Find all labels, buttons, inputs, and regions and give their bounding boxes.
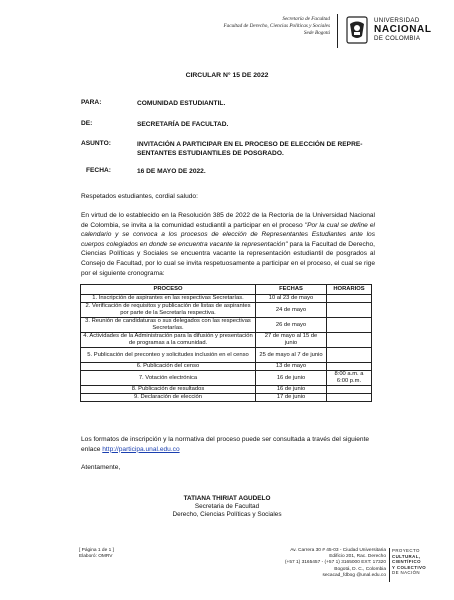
participa-link[interactable]: http://participa.unal.edu.co (102, 445, 180, 453)
table-row (81, 303, 372, 318)
slogan-line: CULTURAL, (392, 553, 421, 559)
field-value-asunto-cont: SENTANTES ESTUDIANTILES DE POSGRADO. (137, 150, 284, 157)
signature-block (0, 495, 454, 519)
column-header-fechas: FECHAS (256, 285, 327, 295)
address-line: (+57 1) 3165457 - (+57 1) 3165000 EXT: 17320 (284, 560, 386, 566)
field-label-para: PARA: (81, 99, 102, 106)
footer-address (285, 548, 386, 579)
table-cell: 9. Declaración de elección (81, 394, 256, 402)
header-line: Sede Bogotá (303, 30, 330, 36)
table-cell: 13 de mayo (256, 363, 327, 371)
slogan-line: PROYECTO (392, 548, 420, 553)
paragraph-part3: para la Facultad de Derecho, Ciencias Políticas y Sociales se encuentra vacante la representación estudiantil de posgrados al Consejo de Facultad, por lo cual se invita respetuosamente a participar en el proceso, el cual se rige por el siguiente cronograma: (81, 240, 375, 277)
header-line: Facultad de Derecho, Ciencias Políticas y Sociales (223, 23, 330, 29)
table-cell (327, 386, 372, 394)
table-cell: 5. Publicación del preconteo y solicitudes inclusión en el censo (81, 348, 256, 363)
column-header-proceso: PROCESO (81, 285, 256, 295)
field-label-de: DE: (81, 120, 93, 127)
table-cell: 4. Actividades de la Administración para la difusión y presentación de programas a la comunidad. (81, 333, 256, 348)
table-cell (327, 295, 372, 303)
table-cell: 10 al 23 de mayo (256, 295, 327, 303)
table-cell: 6. Publicación del censo (81, 363, 256, 371)
table-row (81, 348, 372, 363)
wordmark-line1: UNIVERSIDAD (374, 17, 420, 24)
header-line: Secretaría de Facultad (282, 16, 330, 22)
table-cell: 8. Publicación de resultados (81, 386, 256, 394)
field-value-asunto: INVITACIÓN A PARTICIPAR EN EL PROCESO DE ELECCIÓN DE REPRE- (137, 141, 363, 148)
field-label-asunto: ASUNTO: (81, 140, 111, 147)
column-header-horarios: HORARIOS (327, 285, 372, 295)
table-cell: 25 de mayo al 7 de junio (256, 348, 327, 363)
field-value-fecha: 16 DE MAYO DE 2022. (137, 168, 206, 175)
table-header-row (81, 285, 372, 295)
email-text: secacad_fdbog @unal.edu.co (322, 572, 386, 578)
circular-title: CIRCULAR N° 15 DE 2022 (185, 72, 269, 79)
table-cell (327, 394, 372, 402)
table-cell (327, 348, 372, 363)
wordmark-line3: DE COLOMBIA (374, 35, 421, 42)
elaboro-text: Elaboró: OMRV (79, 554, 113, 560)
paragraph-part1: En virtud de lo establecido en la Resolución 385 de 2022 de la Rectoría de la Universidad Nacional de Colombia, se invita a la comunidad estudiantil a participar en el proceso (81, 212, 375, 229)
signatory-name: TATIANA THIRIAT AGUDELO (183, 495, 271, 502)
table-row (81, 371, 372, 386)
table-cell: 27 de mayo al 15 de junio (256, 333, 327, 348)
farewell: Atentamente, (81, 464, 121, 471)
field-label-fecha: FECHA: (86, 167, 111, 174)
table-cell (327, 333, 372, 348)
table-cell: 26 de mayo (256, 318, 327, 333)
signatory-faculty: Derecho, Ciencias Políticas y Sociales (172, 511, 282, 518)
closing-text: Los formatos de inscripción y la normativa del proceso puede ser consultada a través del siguiente enlace (81, 436, 370, 453)
schedule-table (80, 284, 372, 402)
table-row (81, 363, 372, 371)
university-wordmark (374, 17, 432, 43)
wordmark-line2: NACIONAL (374, 24, 432, 35)
closing-paragraph (81, 435, 375, 454)
table-row (81, 318, 372, 333)
paragraph-quote: "Por la cual se define el calendario y se convoca a los procesos de elección de Representantes Estudiantes ante los cuerpos colegiados en donde se encuentra vacante la representación" (81, 221, 375, 248)
table-cell: 2. Verificación de requisitos y publicación de listas de aspirantes por parte de la Secretaría respectiva. (81, 303, 256, 318)
table-cell: 16 de junio (256, 371, 327, 386)
table-cell (327, 363, 372, 371)
footer-left (79, 548, 114, 560)
table-cell: 8:00 a.m. a 6:00 p.m. (327, 371, 372, 386)
project-slogan (392, 548, 426, 576)
table-row (81, 394, 372, 402)
header-divider (337, 14, 338, 48)
table-cell: 17 de junio (256, 394, 327, 402)
table-cell: 3. Reunión de candidaturas o sus delegados con las respectivas Secretarías. (81, 318, 256, 333)
table-row (81, 386, 372, 394)
table-cell: 16 de junio (256, 386, 327, 394)
field-value-de: SECRETARÍA DE FACULTAD. (137, 121, 229, 128)
address-line: Bogotá, D. C., Colombia (334, 566, 386, 572)
greeting: Respetados estudiantes, cordial saludo: (81, 193, 198, 200)
slogan-line: Y COLECTIVO (392, 564, 427, 570)
address-line: Av. Carrera 30 # 45-03 - Ciudad Universitaria (290, 548, 386, 553)
table-cell: 24 de mayo (256, 303, 327, 318)
table-row (81, 333, 372, 348)
table-cell (327, 303, 372, 318)
signatory-role: Secretaria de Facultad (194, 503, 260, 510)
table-cell (327, 318, 372, 333)
body-paragraph (81, 211, 375, 278)
faculty-header (150, 16, 330, 37)
table-cell: 1. Inscripción de aspirantes en las respectivas Secretarías. (81, 295, 256, 303)
field-value-para: COMUNIDAD ESTUDIANTIL. (137, 100, 226, 107)
table-row (81, 295, 372, 303)
slogan-line: DE NACIÓN (392, 570, 420, 576)
slogan-line: CIENTÍFICO (392, 559, 421, 565)
page-indicator: [ Página 1 de 1 ] (79, 548, 114, 553)
footer-divider (389, 548, 390, 582)
address-line: Edificio 201, Rac. Derecho (329, 554, 386, 560)
table-cell: 7. Votación electrónica (81, 371, 256, 386)
university-seal-icon (345, 16, 369, 44)
